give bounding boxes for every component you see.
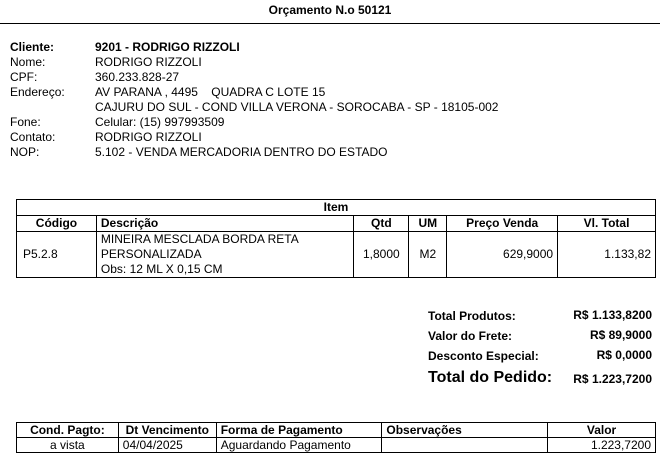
item-descricao-line-2: PERSONALIZADA [100, 247, 202, 261]
items-table [16, 199, 656, 278]
table-row [17, 232, 656, 278]
name-value: RODRIGO RIZZOLI [95, 55, 202, 69]
desconto-row [428, 347, 652, 367]
phone-label: Fone: [10, 115, 41, 129]
total-pedido-value: R$ 1.223,7200 [573, 372, 652, 386]
totals-block [428, 307, 652, 391]
item-total: 1.133,82 [558, 232, 656, 278]
nop-label: NOP: [10, 145, 40, 159]
pay-cond: a vista [17, 438, 119, 453]
phone-value: Celular: (15) 997993509 [95, 115, 225, 129]
desconto-label: Desconto Especial: [428, 349, 539, 363]
pay-valor: 1.223,7200 [548, 438, 656, 453]
col-total: Vl. Total [558, 216, 656, 232]
item-descricao-line-1: MINEIRA MESCLADA BORDA RETA [100, 232, 299, 246]
total-pedido-row [428, 367, 652, 391]
total-produtos-row [428, 307, 652, 327]
pay-forma: Aguardando Pagamento [216, 438, 382, 453]
client-value: 9201 - RODRIGO RIZZOLI [95, 40, 240, 54]
cpf-value: 360.233.828-27 [95, 70, 180, 84]
items-group-header: Item [17, 200, 656, 216]
col-um: UM [409, 216, 447, 232]
address-line-2: CAJURU DO SUL - COND VILLA VERONA - SOROCABA - SP - 18105-002 [95, 100, 499, 114]
address-label: Endereço: [10, 85, 65, 99]
col-descricao: Descrição [96, 216, 353, 232]
title-divider [0, 23, 660, 24]
item-codigo: P5.2.8 [17, 232, 97, 278]
col-qtd: Qtd [354, 216, 409, 232]
document-title: Orçamento N.o 50121 [268, 3, 392, 17]
contact-label: Contato: [10, 130, 56, 144]
total-produtos-label: Total Produtos: [428, 309, 516, 323]
total-produtos-value: R$ 1.133,8200 [573, 308, 652, 322]
cpf-label: CPF: [10, 70, 38, 84]
pay-obs [382, 438, 548, 453]
col-dt-vencimento: Dt Vencimento [118, 423, 216, 438]
contact-value: RODRIGO RIZZOLI [95, 130, 202, 144]
client-label: Cliente: [10, 40, 55, 54]
item-um: M2 [409, 232, 447, 278]
nop-value: 5.102 - VENDA MERCADORIA DENTRO DO ESTADO [95, 145, 388, 159]
name-label: Nome: [10, 55, 46, 69]
address-line-1: AV PARANA , 4495 QUADRA C LOTE 15 [95, 85, 326, 99]
pay-venc: 04/04/2025 [118, 438, 216, 453]
col-observacoes: Observações [382, 423, 548, 438]
payment-header-row [17, 423, 656, 438]
items-header-row [17, 216, 656, 232]
frete-value: R$ 89,9000 [589, 328, 652, 342]
col-codigo: Código [17, 216, 97, 232]
frete-row [428, 327, 652, 347]
desconto-value: R$ 0,0000 [596, 348, 652, 362]
item-preco: 629,9000 [447, 232, 558, 278]
item-qtd: 1,8000 [354, 232, 409, 278]
col-preco: Preço Venda [447, 216, 558, 232]
col-valor: Valor [548, 423, 656, 438]
frete-label: Valor do Frete: [428, 329, 513, 343]
item-descricao [96, 232, 353, 278]
item-obs: Obs: 12 ML X 0,15 CM [100, 262, 223, 276]
col-forma-pagamento: Forma de Pagamento [216, 423, 382, 438]
payment-table [16, 422, 656, 453]
table-row [17, 438, 656, 453]
total-pedido-label: Total do Pedido: [428, 369, 553, 386]
col-cond-pagto: Cond. Pagto: [17, 423, 119, 438]
